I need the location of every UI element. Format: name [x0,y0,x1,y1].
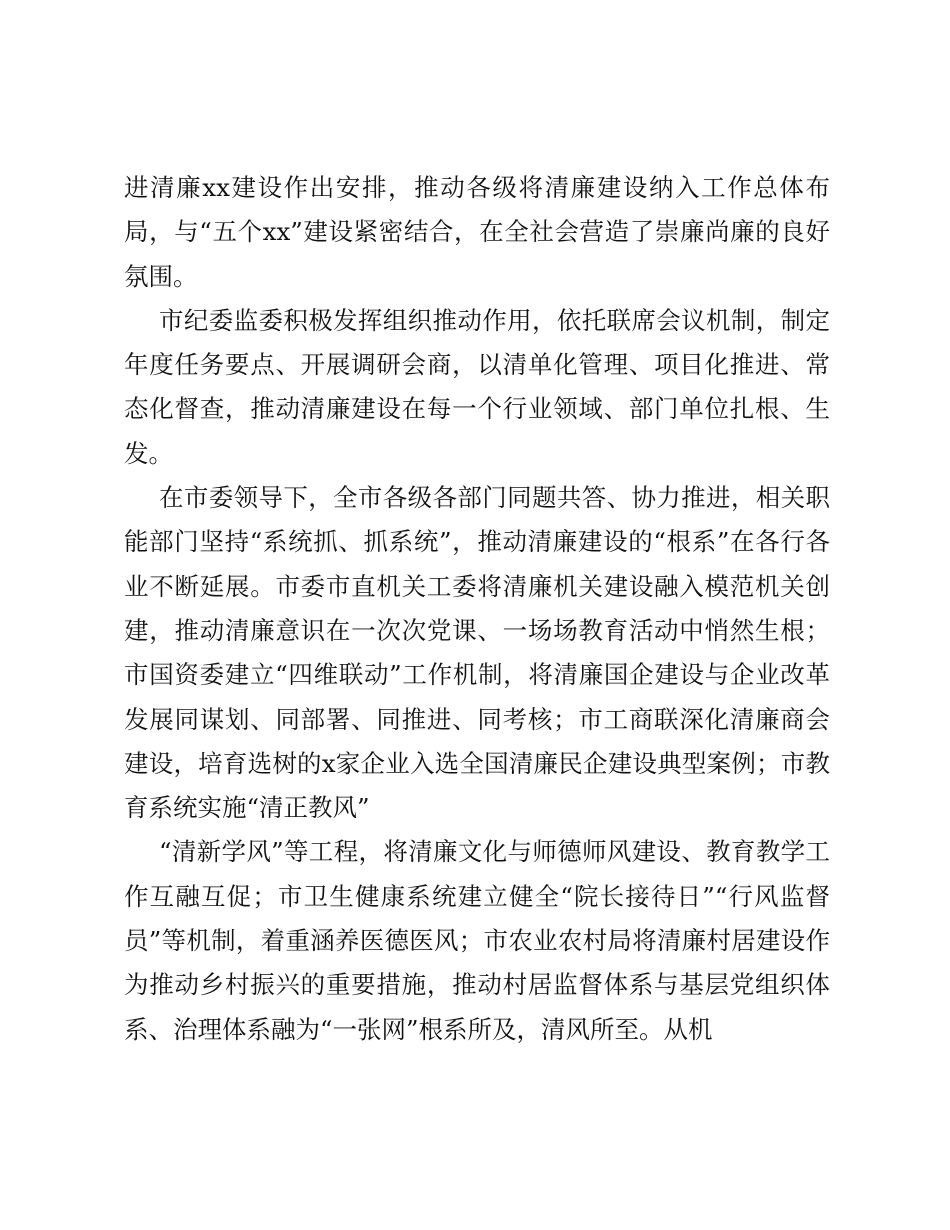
paragraph-continued: 进清廉xx建设作出安排，推动各级将清廉建设纳入工作总体布局，与“五个xx”建设紧密结合，在全社会营造了崇廉尚廉的良好氛围。 [124,173,830,291]
paragraph: “清新学风”等工程，将清廉文化与师德师风建设、教育教学工作互融互促；市卫生健康系统建立健全“院长接待日”“行风监督员”等机制，着重涵养医德医风；市农业农村局将清廉村居建设作为推动乡村振兴的重要措施，推动村居监督体系与基层党组织体系、治理体系融为“一张网”根系所及，清风所至。从机 [124,837,830,1044]
paragraph: 市纪委监委积极发挥组织推动作用，依托联席会议机制，制定年度任务要点、开展调研会商，以清单化管理、项目化推进、常态化督查，推动清廉建设在每一个行业领域、部门单位扎根、生发。 [124,305,830,468]
paragraph: 在市委领导下，全市各级各部门同题共答、协力推进，相关职能部门坚持“系统抓、抓系统”，推动清廉建设的“根系”在各行各业不断延展。市委市直机关工委将清廉机关建设融入模范机关创建，推动清廉意识在一次次党课、一场场教育活动中悄然生根；市国资委建立“四维联动”工作机制，将清廉国企建设与企业改革发展同谋划、同部署、同推进、同考核；市工商联深化清廉商会建设，培育选树的x家企业入选全国清廉民企建设典型案例；市教育系统实施“清正教风” [124,483,830,823]
document-body [124,166,830,1052]
